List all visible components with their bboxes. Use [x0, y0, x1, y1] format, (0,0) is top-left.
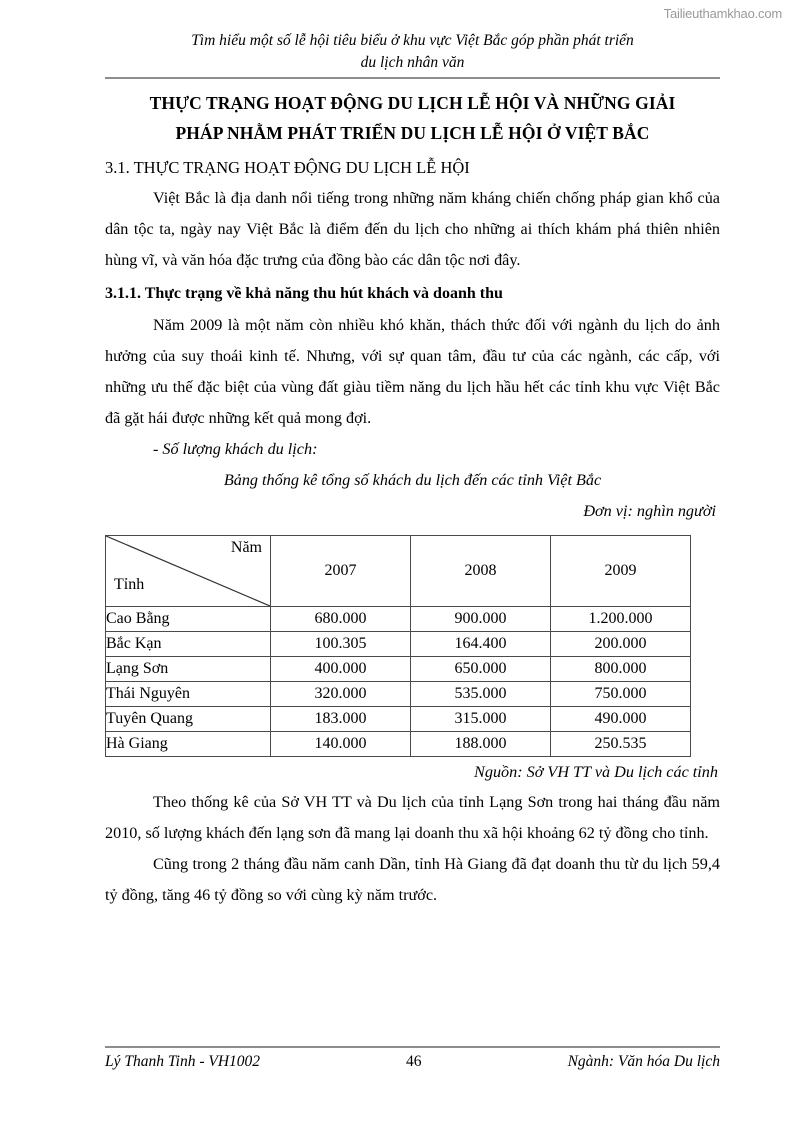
table-row: [106, 607, 691, 632]
cell-lang-son-2009: 800.000: [551, 657, 691, 682]
page-title-line-1: THỰC TRẠNG HOẠT ĐỘNG DU LỊCH LỄ HỘI VÀ NHỮNG GIẢI: [149, 93, 676, 113]
footer-department: Ngành: Văn hóa Du lịch: [567, 1053, 720, 1070]
section-heading: 3.1. THỰC TRẠNG HOẠT ĐỘNG DU LỊCH LỄ HỘI: [105, 158, 470, 177]
cell-bac-kan-2008: 164.400: [411, 632, 551, 657]
table-corner-cell: [106, 536, 271, 607]
cell-lang-son-2007: 400.000: [271, 657, 411, 682]
page-title: [105, 88, 720, 148]
table-row: [106, 632, 691, 657]
running-head-line-2: du lịch nhân văn: [360, 54, 465, 71]
cell-cao-bang-2009: 1.200.000: [551, 607, 691, 632]
cell-ha-giang-2009: 250.535: [551, 732, 691, 757]
cell-ha-giang-2007: 140.000: [271, 732, 411, 757]
table-caption: Bảng thống kê tổng số khách du lịch đến các tỉnh Việt Bắc: [223, 471, 602, 489]
site-watermark: Tailieuthamkhao.com: [663, 6, 782, 21]
cell-tuyen-quang-2007: 183.000: [271, 707, 411, 732]
corner-label-year: Năm: [230, 539, 262, 556]
table-header-row: [106, 536, 691, 607]
cell-tuyen-quang-2008: 315.000: [411, 707, 551, 732]
column-header-2008: 2008: [411, 536, 551, 607]
cell-thai-nguyen-2007: 320.000: [271, 682, 411, 707]
page-footer: [105, 1053, 720, 1071]
column-header-2009: 2009: [551, 536, 691, 607]
running-head: [105, 30, 720, 74]
paragraph-lang-son-revenue: Theo thống kê của Sở VH TT và Du lịch của tỉnh Lạng Sơn trong hai tháng đầu năm 2010, số lượng khách đến lạng sơn đã mang lại doanh thu xã hội khoảng 62 tỷ đồng cho tỉnh.: [105, 793, 720, 842]
paragraph-2009-overview: Năm 2009 là một năm còn nhiều khó khăn, thách thức đối với ngành du lịch do ảnh hưởng của suy thoái kinh tế. Nhưng, với sự quan tâm, đầu tư của các ngành, các cấp, với những ưu thế đặc biệt của vùng đất giàu tiềm năng du lịch hầu hết các tỉnh khu vực Việt Bắc đã gặt hái được những kết quả mong đợi.: [105, 316, 720, 427]
document-content: [105, 88, 720, 911]
row-label-ha-giang: Hà Giang: [106, 732, 271, 757]
page-title-line-2: PHÁP NHẰM PHÁT TRIỂN DU LỊCH LỄ HỘI Ở VIỆT BẮC: [175, 123, 650, 143]
paragraph-intro: Việt Bắc là địa danh nổi tiếng trong những năm kháng chiến chống pháp gian khổ của dân tộc ta, ngày nay Việt Bắc là điểm đến du lịch cho những ai thích khám phá thiên nhiên hùng vĩ, và văn hóa đặc trưng của đồng bào các dân tộc nơi đây.: [105, 189, 720, 269]
running-head-line-1: Tìm hiểu một số lễ hội tiêu biểu ở khu vực Việt Bắc góp phần phát triển: [191, 32, 634, 49]
table-unit-note: Đơn vị: nghìn người: [583, 502, 716, 520]
cell-bac-kan-2007: 100.305: [271, 632, 411, 657]
subsection-heading: 3.1.1. Thực trạng về khả năng thu hút khách và doanh thu: [105, 285, 503, 302]
cell-lang-son-2008: 650.000: [411, 657, 551, 682]
cell-tuyen-quang-2009: 490.000: [551, 707, 691, 732]
row-label-bac-kan: Bắc Kạn: [106, 632, 271, 657]
list-item-visitor-count: - Số lượng khách du lịch:: [153, 440, 318, 458]
cell-cao-bang-2007: 680.000: [271, 607, 411, 632]
visitor-statistics-table: [105, 535, 691, 757]
cell-thai-nguyen-2009: 750.000: [551, 682, 691, 707]
cell-cao-bang-2008: 900.000: [411, 607, 551, 632]
table-source-note: Nguồn: Sở VH TT và Du lịch các tỉnh: [474, 763, 718, 781]
column-header-2007: 2007: [271, 536, 411, 607]
row-label-cao-bang: Cao Bằng: [106, 607, 271, 632]
table-row: [106, 707, 691, 732]
paragraph-ha-giang-revenue: Cũng trong 2 tháng đầu năm canh Dần, tỉnh Hà Giang đã đạt doanh thu từ du lịch 59,4 tỷ đồng, tăng 46 tỷ đồng so với cùng kỳ năm trước.: [105, 855, 720, 904]
cell-bac-kan-2009: 200.000: [551, 632, 691, 657]
row-label-lang-son: Lạng Sơn: [106, 657, 271, 682]
row-label-thai-nguyen: Thái Nguyên: [106, 682, 271, 707]
table-row: [106, 732, 691, 757]
cell-ha-giang-2008: 188.000: [411, 732, 551, 757]
cell-thai-nguyen-2008: 535.000: [411, 682, 551, 707]
table-row: [106, 657, 691, 682]
table-row: [106, 682, 691, 707]
footer-divider: [105, 1046, 720, 1048]
header-divider: [105, 77, 720, 79]
footer-author: Lý Thanh Tinh - VH1002: [105, 1053, 261, 1070]
row-label-tuyen-quang: Tuyên Quang: [106, 707, 271, 732]
corner-label-province: Tỉnh: [114, 576, 145, 593]
footer-page-number: 46: [406, 1053, 422, 1070]
